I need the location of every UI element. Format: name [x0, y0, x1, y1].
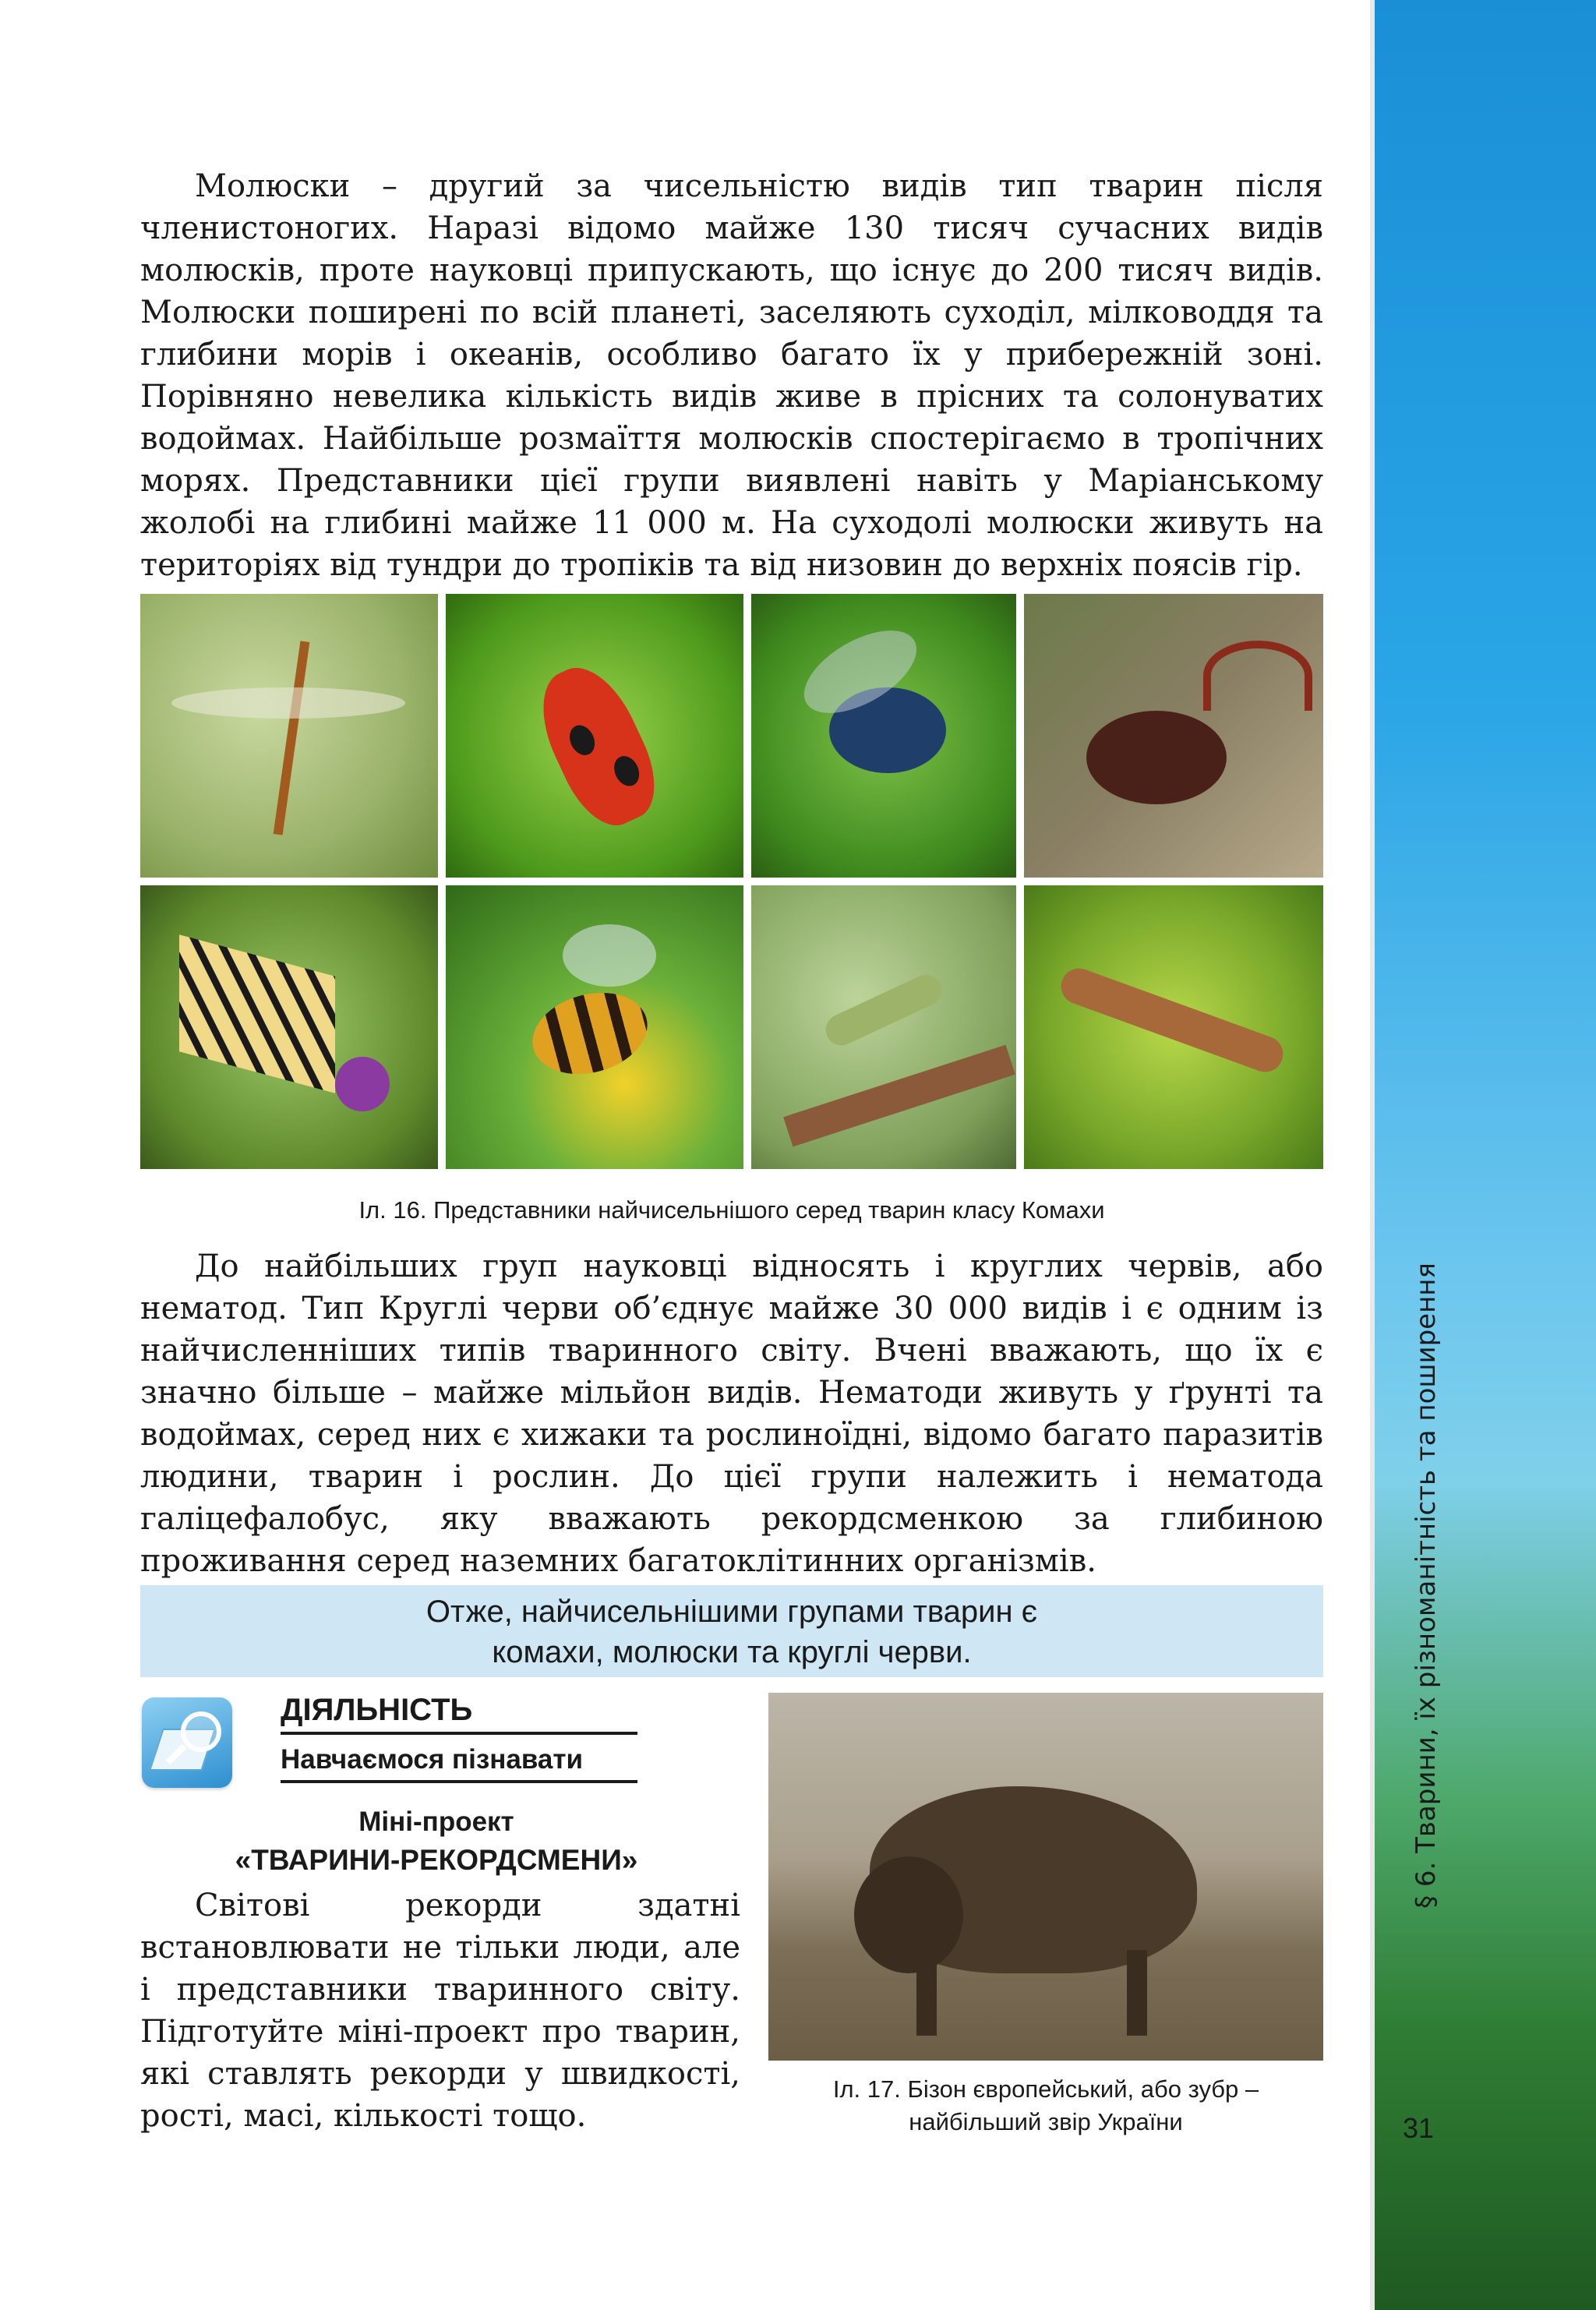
paragraph-mini-project: Світові рекорди здатні встановлювати не тільки люди, але і представники тваринного світу. Підготуйте міні-проект про тварин, які ставлять рекорди у швидкості, рості, масі, кількості тощо.: [140, 1888, 740, 2134]
summary-line-1: Отже, найчисельнішими групами тварин є: [425, 1595, 1038, 1629]
stag-beetle-photo: [1024, 594, 1323, 878]
subheading-divider: [281, 1780, 637, 1783]
figure-16-caption: Іл. 16. Представники найчисельнішого серед тварин класу Комахи: [358, 1196, 1105, 1224]
mini-project-title: «ТВАРИНИ-РЕКОРДСМЕНИ»: [235, 1844, 638, 1876]
page-number: 31: [1403, 2112, 1435, 2144]
figure-16-insect-photos: [140, 594, 1323, 1169]
section-title-vertical: § 6. Тварини, їх різноманітність та поширення: [1411, 1263, 1442, 1909]
heading-divider: [281, 1732, 637, 1735]
swallowtail-butterfly-photo: [140, 885, 438, 1169]
figure-17-caption-line-2: найбільший звір України: [909, 2108, 1183, 2135]
activity-subheading: Навчаємося пізнавати: [281, 1744, 584, 1775]
caterpillar-photo: [1024, 885, 1323, 1169]
mini-project-label: Міні-проект: [358, 1807, 514, 1837]
activity-heading: ДІЯЛЬНІСТЬ: [281, 1693, 473, 1727]
dragonfly-photo: [140, 594, 438, 878]
paragraph-molluscs: Молюски – другий за чисельністю видів тип тварин після членистоногих. Наразі відомо майже 130 тисяч сучасних видів молюсків, проте науковці припускають, що існує до 200 тисяч видів. Молюски поширені по всій планеті, заселяють суходіл, мілководдя та глибини морів і океанів, особливо багато їх у прибережній зоні. Порівняно невелика кількість видів живе в прісних та солонуватих водоймах. Найбільше розмаїття молюсків спостерігаємо в тропічних морях. Представники цієї групи виявлені навіть у Маріанському жолобі на глибині майже 11 000 м. На суходолі молюски живуть на територіях від тундри до тропіків та від низовин до верхніх поясів гір.: [140, 168, 1323, 583]
bison-photo: [768, 1693, 1323, 2061]
bee-photo: [446, 885, 743, 1169]
summary-line-2: комахи, молюски та круглі черви.: [492, 1635, 972, 1669]
fly-photo: [751, 594, 1016, 878]
figure-17-caption-line-1: Іл. 17. Бізон європейський, або зубр –: [832, 2075, 1259, 2103]
firebug-photo: [446, 594, 743, 878]
paragraph-nematodes: До найбільших груп науковці відносять і круглих червів, або нематод. Тип Круглі черви об’єднує майже 30 000 видів і є одним із найчисленніших типів тваринного світу. Вчені вважають, що їх є значно більше – майже мільйон видів. Нематоди живуть у ґрунті та водоймах, серед них є хижаки та рослиноїдні, відомо багато паразитів людини, тварин і рослин. До цієї групи належить і нематода галіцефалобус, яку вважають рекордсменкою за глибиною проживання серед наземних багатоклітинних організмів.: [140, 1249, 1323, 1579]
magnifier-map-icon: [142, 1697, 232, 1788]
summary-box: [140, 1585, 1323, 1677]
mantis-photo: [751, 885, 1016, 1169]
figure-17-caption: [768, 2073, 1323, 2139]
